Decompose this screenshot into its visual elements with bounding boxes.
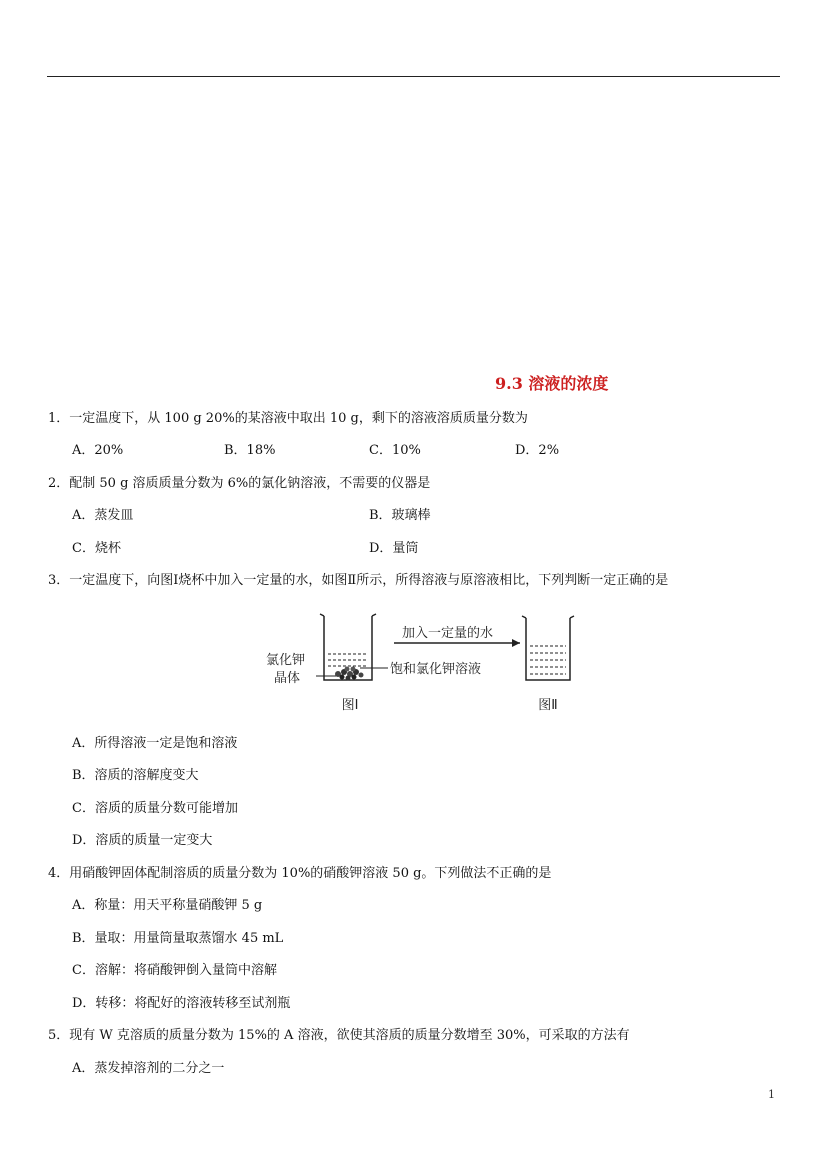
question-4-option-b: B．量取：用量筒量取蒸馏水 45 mL [72, 931, 284, 946]
figure-caption-2: 图Ⅱ [538, 698, 558, 713]
question-4-stem: 4．用硝酸钾固体配制溶质的质量分数为 10%的硝酸钾溶液 50 g。下列做法不正确的是 [48, 866, 552, 881]
header-rule [47, 76, 780, 77]
question-1-stem: 1．一定温度下，从 100 g 20%的某溶液中取出 10 g，剩下的溶液溶质质量分数为 [48, 411, 528, 426]
question-5-stem: 5．现有 W 克溶质的质量分数为 15%的 A 溶液，欲使其溶质的质量分数增至 30%，可采取的方法有 [48, 1028, 630, 1043]
question-4-option-c: C．溶解：将硝酸钾倒入量筒中溶解 [72, 963, 277, 978]
page-title: 9.3 溶液的浓度 [495, 374, 609, 393]
figure-caption-1: 图Ⅰ [341, 698, 359, 713]
question-4-option-a: A．称量：用天平称量硝酸钾 5 g [72, 898, 263, 913]
question-1-option-d: D．2% [515, 443, 560, 458]
question-2-option-a: A．蒸发皿 [72, 508, 134, 523]
question-3-option-d: D．溶质的质量一定变大 [72, 833, 213, 848]
crystal-label-1: 氯化钾 [266, 653, 306, 668]
crystal-pile [335, 667, 364, 681]
question-2-option-c: C．烧杯 [72, 541, 121, 556]
arrow-label: 加入一定量的水 [402, 626, 494, 641]
question-3-option-b: B．溶质的溶解度变大 [72, 768, 199, 783]
question-3-stem: 3．一定温度下，向图Ⅰ烧杯中加入一定量的水，如图Ⅱ所示，所得溶液与原溶液相比，下列判断一定正确的是 [48, 573, 669, 588]
question-3-option-c: C．溶质的质量分数可能增加 [72, 801, 238, 816]
beaker-2 [522, 616, 574, 680]
solution-label: 饱和氯化钾溶液 [390, 662, 482, 677]
question-1-option-a: A．20% [72, 443, 124, 458]
beaker-diagram [262, 606, 582, 718]
question-2-option-b: B．玻璃棒 [369, 508, 431, 523]
page-number: 1 [768, 1088, 775, 1101]
question-1-option-c: C．10% [369, 443, 421, 458]
crystal-label-2: 晶体 [274, 671, 301, 686]
beaker-figure [262, 606, 582, 722]
question-5-option-a: A．蒸发掉溶剂的二分之一 [72, 1061, 225, 1076]
question-4-option-d: D．转移：将配好的溶液转移至试剂瓶 [72, 996, 291, 1011]
question-2-stem: 2．配制 50 g 溶质质量分数为 6%的氯化钠溶液，不需要的仪器是 [48, 476, 431, 491]
question-2-option-d: D．量筒 [369, 541, 419, 556]
question-1-option-b: B．18% [224, 443, 276, 458]
beaker-1 [320, 614, 376, 681]
question-3-option-a: A．所得溶液一定是饱和溶液 [72, 736, 238, 751]
